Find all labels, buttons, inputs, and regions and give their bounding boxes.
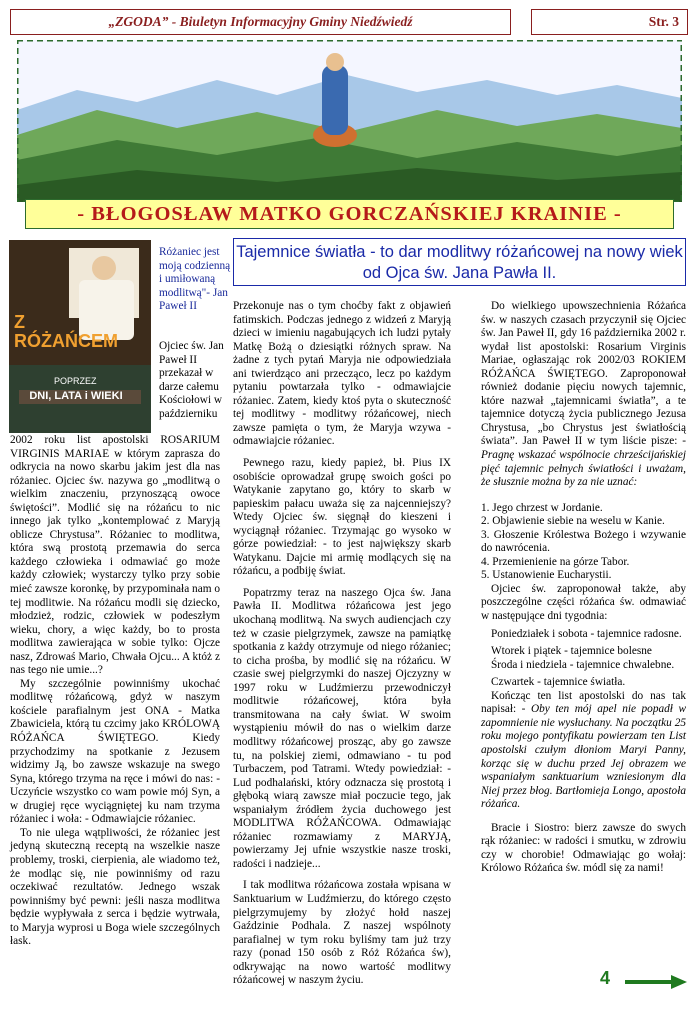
cover-tagline: DNI, LATA i WIEKI [29,390,123,402]
column-1 [10,434,220,949]
col3-quote-2: Oby ten mój apel nie popadł w zapomnienie nie wysłuchany. Na początku 25 roku mojego pontyfikatu powierzam ten List apostolski czułym dłoniom Maryi Panny, korząc się w duchu przed Jej obrazem we wspaniałym sanktuarium wzniesionym dla Niej przez błog. Bartłomieja Longo, apostoła różańca. [481,703,686,811]
col1-paragraph-2: My szczególnie powinniśmy ukochać modlitwę różańcową, gdyż w naszym kościele parafialnym jest ONA - Matka Zbawiciela, którą tu czcimy jako KRÓLOWĄ RÓŻAŃCA ŚWIĘTEGO. Kiedy przychodzimy na spotkanie z Jezusem widzimy Ją, bo zawsze wskazuje na swego Syna, którego trzyma na ręce i mówi do nas: - Uczyńcie wszystko co wam powie mój Syn, a w drugiej ręce wyciągniętej ku nam trzyma różaniec i woła: - Odmawiajcie różaniec. [10,677,220,826]
banner-title: - BŁOGOSŁAW MATKO GORCZAŃSKIEJ KRAINIE - [25,199,674,229]
col3-paragraph-4: Bracie i Siostro: bierz zawsze do swych rąk różaniec: w radości i smutku, w zdrowiu czy w chorobie! Odmawiając go wołaj: Królowo Różańca św. módl się za nami! [481,821,686,875]
weekdays-list [481,628,686,690]
page-number: 4 [600,968,611,988]
column-2 [233,300,451,988]
intro-wrap-text: Ojciec św. Jan Paweł II przekazał w darze całemu Kościołowi w październiku [159,340,224,420]
list-item: 2. Objawienie siebie na weselu w Kanie. [481,515,665,528]
col3-quote-1: Pragnę wskazać wspólnocie chrześcijańskiej pięć tajemnic pełnych światłości i uważam, że słusznie można by za nie uznać: [481,449,686,489]
list-item: 1. Jego chrzest w Jordanie. [481,501,603,514]
col1-paragraph-1: 2002 roku list apostolski ROSARIUM VIRGINIS MARIAE w którym zaprasza do odkrycia na nowo skarbu jakim jest dla nas różaniec. Ojciec św. nazywa go „modlitwą o wielkim znaczeniu, przynoszącą owoce świętości”. Modlić się na różańcu to nic innego jak tylko „kontemplować z Maryją oblicze Chrystusa”. Różaniec to modlitwa, która swą prostotą przemawia do serca każdego człowieka i odmawiać go może każdy człowiek; wystarczy tylko przy sobie mieć zawsze koronkę, by przypominała nam o tej modlitwie. Na różańcu modli się dziecko, młodzież, rodzic, człowiek w podeszłym wieku, chory, a więc każdy, bo to prosta modlitwa zawierająca w sobie tylko: Ojcze nasz, Zdrowaś Mario, Chwała Ojcu... A któż z nas tego nie umie...? [10,434,220,677]
col2-paragraph-4: I tak modlitwa różańcowa została wpisana w Sanktuarium w Ludźmierzu, do którego często pielgrzymujemy by złożyć hołd naszej Gaździnie Podhala. Z naszej wspólnoty parafialnej w tym roku byliśmy tam już trzy razy (ponad 150 osób z Róż Różańca św), odkrywając na nowo wartość modlitwy różańcowej w naszym życiu. [233,879,451,987]
page-label: Str. 3 [531,9,688,35]
column-3 [481,300,686,876]
article-title: Tajemnice światła - to dar modlitwy różańcowej na nowy wiek od Ojca św. Jana Pawła II. [233,238,686,286]
col3-paragraph-2: Ojciec św. zaproponował także, aby poszczególne części różańca św. odmawiać w następujące dni tygodnia: [481,582,686,623]
next-page-arrow-icon [625,975,687,994]
list-item: 5. Ustanowienie Eucharystii. [481,569,612,582]
list-item: Środa i niedziela - tajemnice chwalebne. [491,658,675,671]
col3-paragraph-3: Kończąc ten list apostolski do nas tak napisał: - [481,689,686,716]
list-item: 4. Przemienienie na górze Tabor. [481,555,630,568]
col3-paragraph-1: Do wielkiego upowszechnienia Różańca św. w naszych czasach przyczynił się Ojciec św. Jan Paweł II, gdy 16 października 2002 r. wydał list apostolski: Rosarium Virginis Mariae, ogłaszając rok 2002/03 ROKIEM RÓŻAŃCA ŚWIĘTEGO. Zaproponował również dodanie pięciu nowych tajemnic, które nazwał „tajemnicami światła”, a te tajemnice dotyczą życia publicznego Jezusa Chrystusa, „bo Chrystus jest światłością świata”. Jan Paweł II w tym liście pisze: - [481,300,686,448]
banner-illustration [17,40,682,202]
col2-paragraph-1: Przekonuje nas o tym choćby fakt z objawień fatimskich. Podczas jednego z widzeń z Maryją dzieci w imieniu nagabujących ich ludzi pytały Matkę Bożą o dziesiątki różnych spraw. Na żadne z tych pytań Maryja nie odpowiedziała ani twierdząco ani przecząco, lecz po każdym pytaniu powtarzała tylko - odmawiajcie różaniec. Zatem, kiedy ktoś pyta o skuteczność tej modlitwy - modlitwy różańcowej, niech zawsze pamięta o tym, że Maryja wzywa - odmawiajcie różaniec. [233,300,451,448]
col1-paragraph-3: To nie ulega wątpliwości, że różaniec jest jedyną skuteczną receptą na wszelkie nasze problemy, troski, cierpienia, ale wiadomo też, że modląc się, nie powinniśmy od razu oczekiwać rezultatów. Jednego wszak powinniśmy być pewni: jeśli nasza modlitwa będzie wypływała z serca i będzie wytrwała, to Maryja wyprosi u Boga wiele szczególnych łask. [10,826,220,948]
col2-paragraph-2: Pewnego razu, kiedy papież, bł. Pius IX osobiście oprowadzał grupę swoich gości po Watykanie zapytano go, który to skarb w papieskim pałacu uważa się za najcenniejszy? Wtedy Ojciec św. sięgnął do kieszeni i wyciągnął różaniec. Trzymając go wysoko w górze powiedział: - to jest największy skarb Watykanu. Dajcie mi armię modlących się na różańcu, a podbiję świat. [233,457,451,578]
list-item: 3. Głoszenie Królestwa Bożego i wzywanie do nawrócenia. [481,528,686,555]
list-item: Czwartek - tajemnice światła. [491,676,626,689]
list-item: Wtorek i piątek - tajemnice bolesne [491,645,652,658]
cover-subtitle: POPRZEZ [54,376,97,386]
cover-title: Z RÓŻAŃCEM [14,312,118,351]
bulletin-title: „ZGODA” - Biuletyn Informacyjny Gminy Niedźwiedź [10,9,511,35]
col2-paragraph-3: Popatrzmy teraz na naszego Ojca św. Jana Pawła II. Modlitwa różańcowa jest jego ukochaną modlitwą. Na swych audiencjach czy też w czasie pielgrzymek, zawsze na pamiątkę spotkania z każdy otrzymuje od niego różaniec; to cicha prośba, by modlić się na różańcu. W czasie swej pielgrzymki do naszej Ojczyzny w 1997 roku w Ludźmierzu przewodniczył modlitwie różańcowej, która była transmitowana na cały świat. W swoim wystąpieniu mówił do nas o wielkim darze modlitwy różańcowej prosząc, aby go zawsze tu, na polskiej ziemi, odmawiano - tu pod Turbaczem, pod Tatrami. Wtedy powiedział: - Lud podhalański, który odznacza się prostotą i głęboką wiarą zawsze miał poczucie tego, jak wspaniałym źródłem życia duchowego jest MODLITWA RÓŻAŃCOWA. Odmawiając różaniec rozmawiamy z MARYJĄ, powierzamy Jej ufnie wszystkie nasze troski, radości i nadzieje... [233,586,451,870]
pull-quote: Różaniec jest moją codzienną i umiłowaną modlitwą"- Jan Paweł II [159,246,231,313]
list-item: Poniedziałek i sobota - tajemnice radosne. [491,627,682,640]
mysteries-list [481,502,686,583]
